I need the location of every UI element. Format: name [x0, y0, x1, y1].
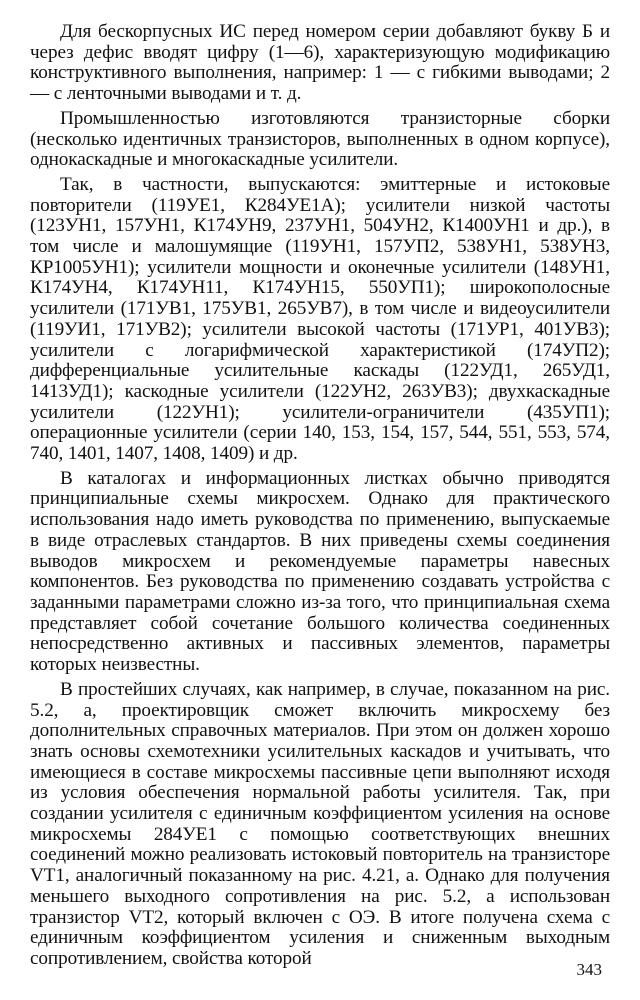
paragraph-transistor-assemblies: Промышленностью изготовляются транзисторные сборки (несколько идентичных транзисторов, выполненных в одном корпусе), однокаскадные и многокаскадные усилители. — [30, 107, 610, 171]
page-number: 343 — [576, 960, 602, 979]
paragraph-simple-cases: В простейших случаях, как например, в случае, показанном на рис. 5.2, а, проектировщик сможет включить микросхему без дополнительных справочных материалов. При этом он должен хорошо знать основы схемотехники усилительных каскадов и учитывать, что имеющиеся в составе микросхемы пассивные цепи выполняют исходя из условия обеспечения нормальной работы усилителя. Так, при создании усилителя с единичным коэффициентом усиления на основе микросхемы 284УЕ1 с помощью соответствующих внешних соединений можно реализовать истоковый повторитель на транзисторе VT1, аналогичный показанному на рис. 4.21, а. Однако для получения меньшего выходного сопротивления на рис. 5.2, а использован транзистор VT2, который включен с ОЭ. В итоге получена схема с единичным коэффициентом усиления и сниженным выходным сопротивлением, свойства которой — [30, 678, 610, 969]
page-body — [30, 22, 610, 974]
paragraph-amplifier-types: Так, в частности, выпускаются: эмиттерные и истоковые повторители (119УЕ1, К284УЕ1А); усилители низкой частоты (123УН1, 157УН1, К174УН9, 237УН1, 504УН2, К1400УН1 и др.), в том числе и малошумящие (119УН1, 157УП2, 538УН1, 538УН3, КР1005УН1); усилители мощности и оконечные усилители (148УН1, К174УН4, К174УН11, К174УН15, 550УП1); широкополосные усилители (171УВ1, 175УВ1, 265УВ7), в том числе и видеоусилители (119УИ1, 171УВ2); усилители высокой частоты (171УР1, 401УВ3); усилители с логарифмической характеристикой (174УП2); дифференциальные усилительные каскады (122УД1, 265УД1, 1413УД1); каскодные усилители (122УН2, 263УВ3); двухкаскадные усилители (122УН1); усилители-ограничители (435УП1); операционные усилители (серии 140, 153, 154, 157, 544, 551, 553, 574, 740, 1401, 1407, 1408, 1409) и др. — [30, 173, 610, 465]
paragraph-catalogs: В каталогах и информационных листках обычно приводятся принципиальные схемы микросхем. Однако для практического использования надо иметь руководства по применению, выпускаемые в виде отраслевых стандартов. В них приведены схемы соединения выводов микросхем и рекомендуемые параметры навесных компонентов. Без руководства по применению создавать устройства с заданными параметрами сложно из-за того, что принципиальная схема представляет собой сочетание большого количества соединенных непосредственно активных и пассивных элементов, параметры которых неизвестны. — [30, 467, 610, 676]
paragraph-unpackaged-ic: Для бескорпусных ИС перед номером серии добавляют букву Б и через дефис вводят цифру (1—6), характеризующую модификацию конструктивного выполнения, например: 1 — с гибкими выводами; 2 — с ленточными выводами и т. д. — [30, 21, 610, 105]
